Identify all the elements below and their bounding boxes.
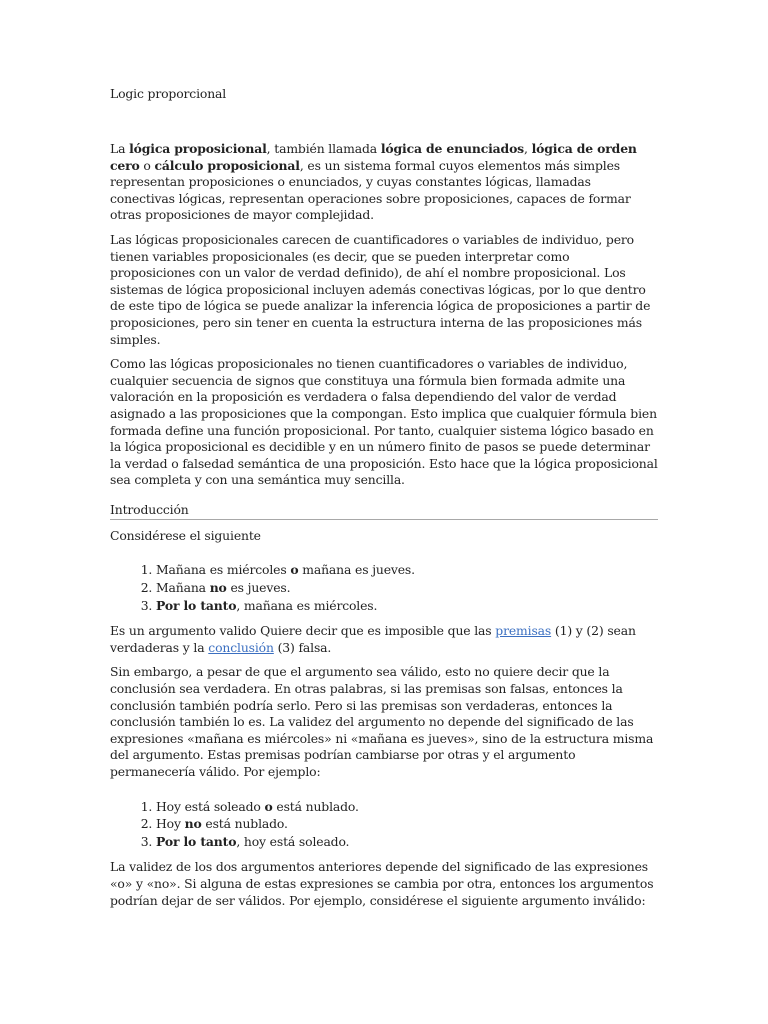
text: está nublado.: [201, 816, 288, 832]
section-heading-introduccion: Introducción: [110, 501, 658, 520]
text: Mañana: [156, 580, 210, 596]
text: , es un sistema formal cuyos elementos más simples representan proposiciones o enunciados, y cuyas constantes lógicas, llamadas conectivas lógicas, representan operaciones sobre proposiciones, capaces de formar otras proposiciones de mayor complejidad.: [110, 157, 631, 223]
bold-connective: Por lo tanto: [156, 833, 237, 849]
argument-list-2: [110, 798, 658, 851]
text: (1) y (2) sean verdaderas y la: [110, 623, 636, 655]
paragraph-valuation: Como las lógicas proposicionales no tienen cuantificadores o variables de individuo, cualquier secuencia de signos que constituya una fórmula bien formada admite una valoración en la proposición es verdadera o falsa dependiendo del valor de verdad asignado a las proposiciones que la compongan. Esto implica que cualquier fórmula bien formada define una función proposicional. Por tanto, cualquier sistema lógico basado en la lógica proposicional es decidible y en un número finito de pasos se puede determinar la verdad o falsedad semántica de una proposición. Esto hace que la lógica proposicional sea completa y con una semántica muy sencilla.: [110, 356, 658, 488]
text: Hoy está soleado: [156, 798, 265, 814]
list-item: [156, 561, 658, 579]
list-item: [156, 798, 658, 816]
bold-term: cálculo proposicional: [154, 157, 300, 173]
text: Es un argumento valido Quiere decir que es imposible que las: [110, 623, 496, 639]
text: , también llamada: [266, 141, 381, 156]
bold-connective: o: [264, 798, 273, 814]
document-page: [110, 84, 658, 917]
text: La: [110, 141, 130, 156]
argument-list-1: [110, 561, 658, 614]
bold-term: lógica de orden cero: [110, 141, 637, 173]
list-item: [156, 833, 658, 851]
list-item: [156, 597, 658, 615]
paragraph-variables: Las lógicas proposicionales carecen de cuantificadores o variables de individuo, pero tienen variables proposicionales (es decir, que se pueden interpretar como proposiciones con un valor de verdad definido), de ahí el nombre proposicional. Los sistemas de lógica proposicional incluyen además conectivas lógicas, por lo que dentro de este tipo de lógica se puede analizar la inferencia lógica de proposiciones a partir de proposiciones, pero sin tener en cuenta la estructura interna de las proposiciones más simples.: [110, 231, 651, 347]
paragraph-validez: La validez de los dos argumentos anteriores depende del significado de las expresiones «o» y «no». Si alguna de estas expresiones se cambia por otra, entonces los argumentos podrían dejar de ser válidos. Por ejemplo, considérese el siguiente argumento inválido:: [110, 859, 654, 908]
bold-connective: no: [209, 580, 227, 596]
text: mañana es jueves.: [298, 562, 415, 578]
list-item: [156, 815, 658, 833]
link-premisas[interactable]: premisas: [495, 623, 552, 639]
text: Hoy: [156, 816, 185, 832]
document-title: Logic proporcional: [110, 86, 227, 101]
text: ,: [524, 141, 532, 156]
paragraph-definition: [110, 141, 658, 224]
text: , hoy está soleado.: [236, 833, 350, 849]
text: , mañana es miércoles.: [236, 597, 378, 613]
bold-connective: no: [184, 816, 202, 832]
text: está nublado.: [272, 798, 359, 814]
link-conclusion[interactable]: conclusión: [208, 639, 274, 655]
paragraph-argumento-valido: [110, 623, 658, 656]
paragraph-considerese: Considérese el siguiente: [110, 527, 261, 543]
paragraph-sin-embargo: Sin embargo, a pesar de que el argumento sea válido, esto no quiere decir que la conclusión sea verdadera. En otras palabras, si las premisas son falsas, entonces la conclusión también podría serlo. Pero si las premisas son verdaderas, entonces la conclusión también lo es. La validez del argumento no depende del significado de las expresiones «mañana es miércoles» ni «mañana es jueves», sino de la estructura misma del argumento. Estas premisas podrían cambiarse por otras y el argumento permanecería válido. Por ejemplo:: [110, 664, 654, 779]
text: o: [139, 157, 155, 173]
text: (3) falsa.: [273, 639, 332, 655]
text: Mañana es miércoles: [156, 562, 291, 578]
bold-term: lógica proposicional: [129, 141, 267, 156]
bold-connective: o: [290, 562, 299, 578]
bold-term: lógica de enunciados: [380, 141, 525, 156]
bold-connective: Por lo tanto: [156, 597, 237, 613]
list-item: [156, 579, 658, 597]
text: es jueves.: [226, 580, 291, 596]
